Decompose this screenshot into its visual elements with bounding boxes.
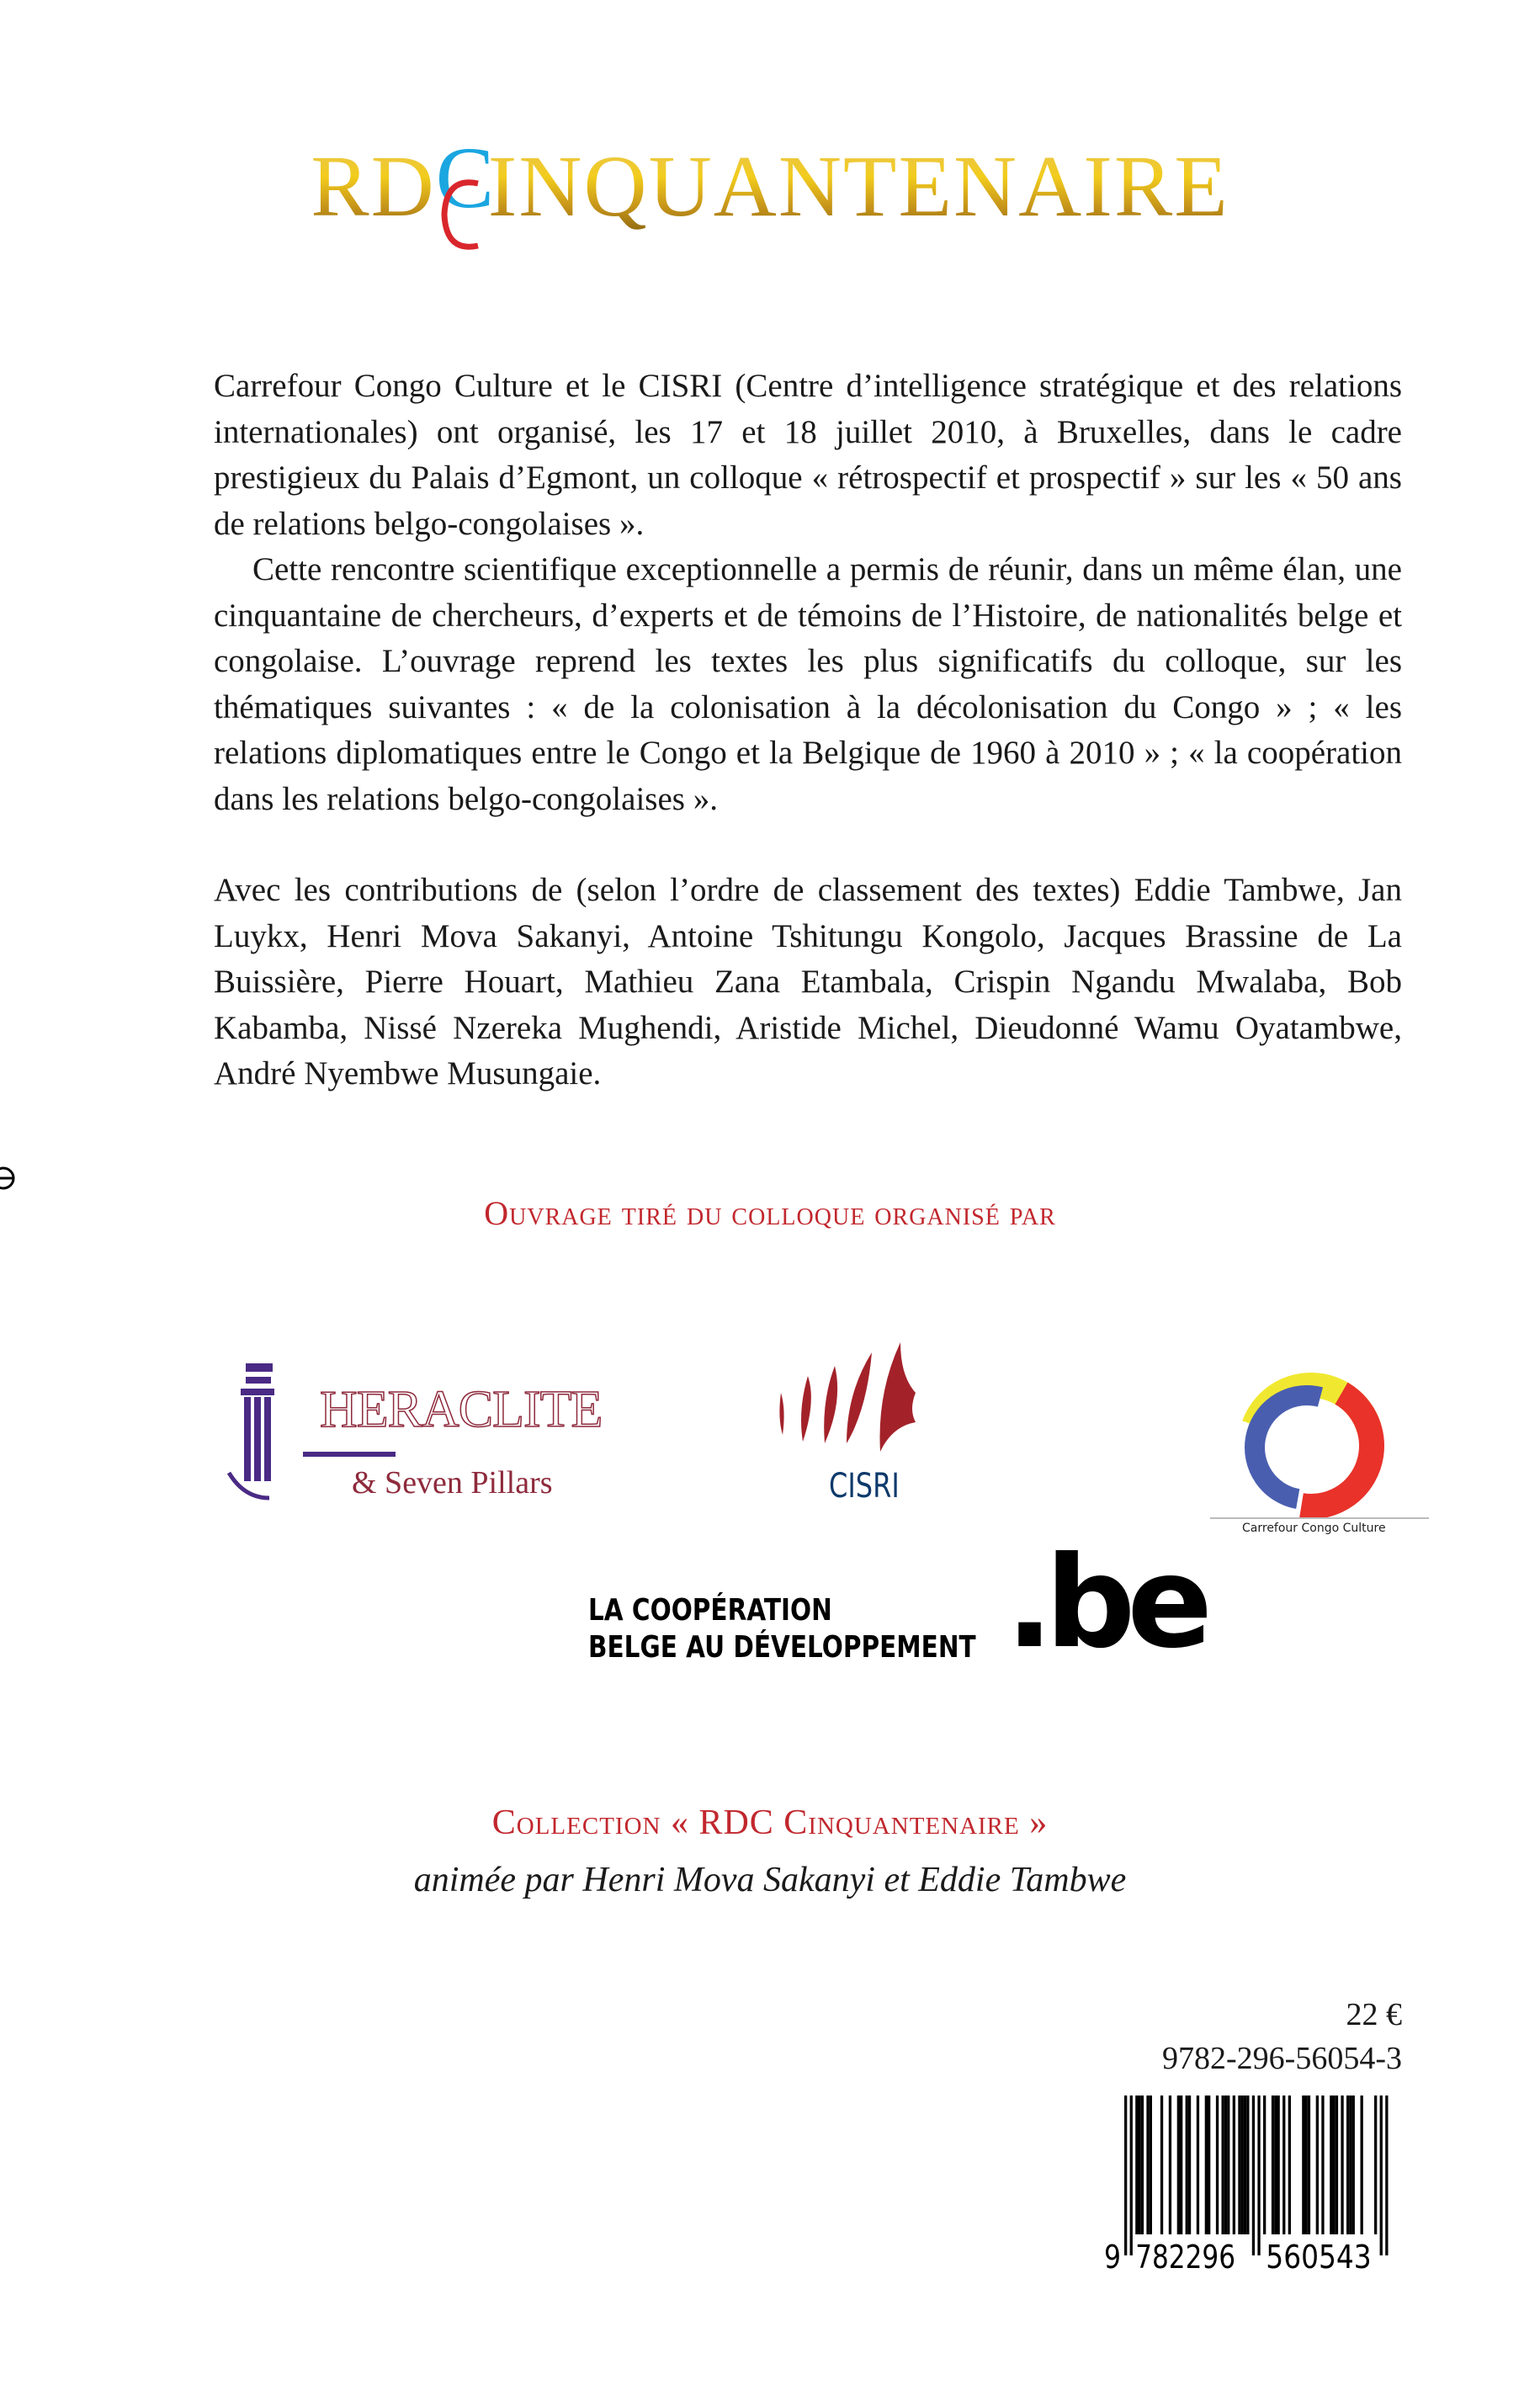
heraclite-logo [227, 1355, 614, 1506]
title-c-blue: C [435, 130, 497, 226]
barcode-bar [1252, 2096, 1255, 2255]
cisri-logo [774, 1342, 976, 1511]
barcode-bar [1385, 2096, 1388, 2255]
barcode-bar [1321, 2096, 1324, 2234]
barcode-digits: 560543 [1266, 2239, 1372, 2276]
barcode-bar [1130, 2096, 1133, 2255]
barcode-bars [1104, 2096, 1407, 2276]
cisri-sails-icon [774, 1342, 976, 1460]
barcode-bar [1227, 2096, 1229, 2234]
barcode-bar [1330, 2096, 1332, 2234]
barcode-bar [1244, 2096, 1246, 2234]
collection-title: Collection « RDC Cinquantenaire » [491, 1803, 1049, 1842]
heraclite-subtitle: & Seven Pillars [352, 1465, 553, 1501]
title-rest: INQUANTENAIRE [487, 138, 1229, 235]
title-c-red-icon [438, 177, 488, 252]
barcode-bar [1272, 2096, 1274, 2234]
description [214, 364, 1402, 1097]
barcode-bar [1374, 2096, 1377, 2234]
ccc-name: Carrefour Congo Culture [1242, 1522, 1386, 1535]
barcode-bar [1169, 2096, 1171, 2234]
barcode-bar [1336, 2096, 1338, 2234]
barcode-bar [1282, 2096, 1285, 2234]
barcode-bar [1257, 2096, 1260, 2255]
barcode-bar [1160, 2096, 1163, 2234]
barcode-bar [1224, 2096, 1227, 2234]
carrefour-congo-culture-logo [1210, 1363, 1429, 1548]
barcode-bar [1124, 2096, 1127, 2255]
barcode-bar [1277, 2096, 1280, 2234]
barcode-bar [1308, 2096, 1310, 2234]
series-logo-title [0, 130, 1540, 235]
barcode-bar [1146, 2096, 1149, 2234]
barcode-bar [1288, 2096, 1291, 2234]
price: 22 € [1346, 1997, 1402, 2032]
heraclite-rule [303, 1452, 396, 1457]
registration-mark-icon [0, 1166, 17, 1191]
barcode-digits: 9 [1104, 2239, 1121, 2276]
barcode-bar [1361, 2096, 1363, 2234]
barcode-bar [1139, 2096, 1141, 2234]
paragraph-1: Carrefour Congo Culture et le CISRI (Centre d’intelligence stratégique et des relations internationales) ont organisé, les 17 et 18 juillet 2010, à Bruxelles, dans le cadre prestigieux du Palais d’Egmont, un colloque « rétrospectif et prospectif » sur les « 50 ans de relations belgo-congolaises ». [214, 368, 1402, 542]
barcode-bar [1349, 2096, 1351, 2234]
barcode-bar [1341, 2096, 1343, 2234]
barcode-bar [1177, 2096, 1180, 2234]
barcode-bar [1346, 2096, 1349, 2234]
ccc-rule [1210, 1517, 1429, 1519]
barcode [1104, 2096, 1407, 2276]
barcode-bar [1222, 2096, 1224, 2234]
barcode-bar [1316, 2096, 1319, 2234]
barcode-bar [1188, 2096, 1191, 2234]
isbn: 9782-296-56054-3 [1162, 2041, 1402, 2076]
barcode-bar [1263, 2096, 1266, 2234]
barcode-bar [1305, 2096, 1308, 2234]
heraclite-name: HERACLITE [320, 1381, 603, 1438]
cisri-name: CISRI [829, 1467, 900, 1506]
paragraph-2: Cette rencontre scientifique exceptionnelle a permis de réunir, dans un même élan, une cinquantaine de chercheurs, d’experts et de témoins de l’Histoire, de nationalités belge et congolaise. L’ouvrage reprend les textes les plus significatifs du colloque, sur les thématiques suivantes : « de la colonisation à la décolonisation du Congo » ; « les relations diplomatiques entre le Congo et la Belgique de 1960 à 2010 » ; « la coopération dans les relations belgo-congolaises ». [214, 551, 1402, 817]
barcode-bar [1197, 2096, 1199, 2234]
barcode-bar [1238, 2096, 1240, 2234]
barcode-digits: 782296 [1135, 2239, 1235, 2276]
ccc-ring-icon [1210, 1363, 1429, 1523]
barcode-bar [1150, 2096, 1152, 2234]
organizers-heading: Ouvrage tiré du colloque organisé par [484, 1194, 1056, 1232]
barcode-bar [1380, 2096, 1383, 2255]
barcode-bar [1352, 2096, 1355, 2234]
barcode-bar [1205, 2096, 1208, 2234]
barcode-bar [1233, 2096, 1235, 2234]
paragraph-contributors: Avec les contributions de (selon l’ordre de classement des textes) Eddie Tambwe, Jan Luykx, Henri Mova Sakanyi, Antoine Tshitungu Kongolo, Jacques Brassine de La Buissière, Pierre Houart, Mathieu Zana Etambala, Crispin Ngandu Mwalaba, Bob Kabamba, Nissé Nzereka Mughendi, Aristide Michel, Dieudonné Wamu Oyatambwe, André Nyembwe Musungaie. [214, 872, 1402, 1092]
title-double-c [435, 130, 497, 231]
barcode-bar [1274, 2096, 1277, 2234]
barcode-bar [1216, 2096, 1219, 2234]
cooperation-line2: BELGE AU DÉVELOPPEMENT [588, 1630, 976, 1665]
title-rd: RD [311, 138, 436, 235]
barcode-bar [1302, 2096, 1304, 2234]
barcode-bar [1180, 2096, 1182, 2234]
cooperation-line1: LA COOPÉRATION [588, 1593, 832, 1628]
barcode-bar [1135, 2096, 1138, 2234]
barcode-bar [1246, 2096, 1249, 2234]
barcode-bar [1333, 2096, 1336, 2234]
barcode-bar [1186, 2096, 1188, 2234]
pillars-icon [227, 1355, 320, 1506]
be-mark: .be [1006, 1530, 1205, 1676]
collection-editors: animée par Henri Mova Sakanyi et Eddie Tambwe [413, 1861, 1127, 1899]
cooperation-belge-logo [585, 1530, 1205, 1676]
barcode-bar [1208, 2096, 1210, 2234]
barcode-bar [1241, 2096, 1244, 2234]
barcode-bar [1141, 2096, 1144, 2234]
